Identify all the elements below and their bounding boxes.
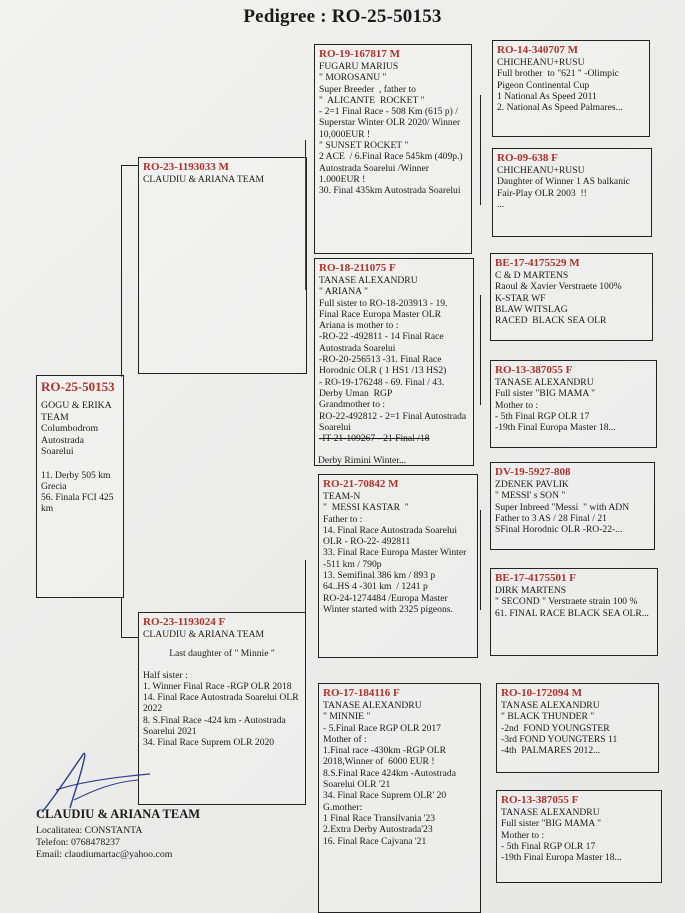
sire-dam-card[interactable] — [314, 258, 474, 466]
ds-line: TEAM-N — [323, 491, 361, 502]
dd-line: " MINNIE " — [323, 711, 371, 723]
main-pigeon-card[interactable] — [36, 375, 124, 598]
ss-line: " ALICANTE ROCKET " — [319, 94, 425, 106]
dsd-card[interactable] — [490, 568, 658, 656]
sire-card[interactable] — [138, 157, 307, 374]
ddd-line: - 5th Final RGP OLR 17 — [501, 840, 596, 852]
sdd-line: Mother to : — [495, 399, 539, 411]
dam-ring-number: RO-23-1193024 F — [143, 616, 226, 628]
dds-line: -3rd FOND YOUNGTERS 11 — [501, 733, 618, 745]
sds-card[interactable] — [490, 253, 653, 341]
ds-line: 14. Final Race Autostrada Soarelui OLR - RO-22- 492811 — [323, 524, 460, 548]
sd-line: TANASE ALEXANDRU — [319, 275, 418, 286]
dd-line: 16. Final Race Cajvana '21 — [323, 835, 427, 847]
dss-line: ZDENEK PAVLIK — [495, 479, 569, 490]
ddd-card[interactable] — [496, 790, 662, 883]
dd-line: 1.Final race -430km -RGP OLR 2018,Winner of 6000 EUR ! — [323, 745, 449, 768]
dds-ring-number: RO-10-172094 M — [501, 687, 582, 699]
ss-line: 30. Final 435km Autostrada Soarelui — [319, 185, 461, 197]
sd-overflow-line: Derby Rimini Winter... — [318, 455, 407, 466]
ds-line: RO-24-1274484 /Europa Master Winter started with 2325 pigeons. — [323, 592, 453, 615]
sds-line: BLAW WITSLAG — [495, 303, 568, 315]
sss-line: 1 National As Speed 2011 — [497, 90, 597, 102]
dd-line: G.mother: — [323, 801, 363, 813]
dam-sire-card[interactable] — [318, 474, 478, 658]
ss-line: 2 ACE / 6.Final Race 545km (409p.) Autostrada Soarelui /Winner 1.000EUR ! — [319, 151, 465, 185]
footer-email[interactable]: Email: claudiumartac@yahoo.com — [36, 849, 173, 860]
dd-line: TANASE ALEXANDRU — [323, 700, 422, 711]
ssd-line: Daughter of Winner 1 AS balkanic Fair-Play OLR 2003 !! — [497, 176, 633, 199]
sdd-line: Full sister "BIG MAMA " — [495, 388, 596, 400]
sd-line: Grandmother to : — [319, 399, 386, 411]
main-breeder: GOGU & ERIKA TEAM — [41, 400, 112, 423]
ssd-ring-number: RO-09-638 F — [497, 152, 558, 164]
sss-card[interactable] — [492, 40, 650, 137]
ds-ring-number: RO-21-70842 M — [323, 478, 399, 490]
sds-line: Raoul & Xavier Verstraete 100% — [495, 281, 622, 293]
dam-line: 8. S.Final Race -424 km - Autostrada Soarelui 2021 — [143, 714, 289, 738]
sire-ring-number: RO-23-1193033 M — [143, 161, 229, 173]
ss-ring-number: RO-19-167817 M — [319, 48, 400, 60]
ds-line: 33. Final Race Europa Master Winter -511 km / 790p — [323, 547, 469, 570]
dds-card[interactable] — [496, 683, 659, 773]
footer-phone: Telefon: 0768478237 — [36, 837, 120, 848]
ssd-line: ... — [497, 198, 505, 210]
ddd-ring-number: RO-13-387055 F — [501, 794, 579, 806]
dd-line: 8.S.Final Race 424km -Autostrada Soarelui OLR '21 — [323, 767, 459, 791]
sss-line: Full brother to "621 " -Olimpic Pigeon Continental Cup — [497, 68, 622, 91]
footer-team: CLAUDIU & ARIANA TEAM — [36, 807, 201, 821]
main-ring-number: RO-25-50153 — [41, 379, 115, 394]
sss-ring-number: RO-14-340707 M — [497, 44, 578, 56]
sdd-line: - 5th Final RGP OLR 17 — [495, 410, 590, 422]
connector-dam-branch — [121, 637, 139, 638]
sd-line: " ARIANA " — [319, 286, 368, 298]
dsd-line: " SECOND " Verstraete strain 100 % — [495, 596, 638, 608]
sds-line: K-STAR WF — [495, 292, 546, 304]
sd-line: RO-22-492812 - 2=1 Final Autostrada Soarelui — [319, 410, 469, 433]
ddd-line: Mother to : — [501, 829, 545, 841]
dss-line: " MESSI' s SON " — [495, 490, 566, 502]
dam-breeder: CLAUDIU & ARIANA TEAM — [143, 629, 265, 640]
ds-line: 13. Semifinal 386 km / 893 p — [323, 570, 436, 582]
dd-line: 2.Extra Derby Autostrada'23 — [323, 824, 433, 836]
dds-line: TANASE ALEXANDRU — [501, 700, 600, 711]
ssd-card[interactable] — [492, 148, 652, 237]
dd-line: Mother of : — [323, 733, 367, 745]
signature-mark — [34, 738, 154, 818]
connector-main-vertical — [121, 165, 122, 377]
main-loft: Columbodrom Autostrada Soarelui — [41, 423, 99, 457]
connector-gp1-vertical — [480, 95, 481, 205]
dss-line: Super Inbreed "Messi " with ADN — [495, 501, 630, 513]
dam-line: 1. Winner Final Race -RGP OLR 2018 — [143, 680, 292, 692]
sdd-ring-number: RO-13-387055 F — [495, 364, 573, 376]
ss-line: " MOROSANU " — [319, 72, 387, 84]
sdd-card[interactable] — [490, 360, 657, 448]
dds-line: -4th PALMARES 2012... — [501, 745, 601, 757]
sd-line: Full sister to RO-18-203913 - 19. Final Race Europa Master OLR — [319, 297, 450, 320]
sds-ring-number: BE-17-4175529 M — [495, 257, 580, 269]
ss-line: Super Breeder , father to — [319, 83, 416, 95]
connector-gp3-vertical — [480, 510, 481, 610]
dam-dam-card[interactable] — [318, 683, 481, 913]
contact-footer — [36, 808, 200, 861]
dsd-line: 61. FINAL RACE BLACK SEA OLR... — [495, 607, 649, 619]
dam-line: Half sister : — [143, 669, 188, 681]
sss-line: CHICHEANU+RUSU — [497, 57, 585, 68]
dd-line: - 5.Final Race RGP OLR 2017 — [323, 722, 441, 734]
ddd-line: Full sister "BIG MAMA " — [501, 818, 602, 830]
ds-line: " MESSI KASTAR " — [323, 502, 409, 514]
sire-sire-card[interactable] — [314, 44, 472, 254]
sdd-line: TANASE ALEXANDRU — [495, 377, 594, 388]
main-result-2: 56. Finala FCI 425 km — [41, 492, 116, 515]
dam-card[interactable] — [138, 612, 306, 805]
dam-line: 34. Final Race Suprem OLR 2020 — [143, 737, 275, 749]
page-title: Pedigree : RO-25-50153 — [243, 6, 442, 27]
dd-line: 1 Final Race Transilvania '23 — [323, 812, 436, 824]
sss-line: 2. National As Speed Palmares... — [497, 102, 623, 114]
dds-line: -2nd FOND YOUNGSTER — [501, 722, 610, 734]
ss-line: FUGARU MARIUS — [319, 61, 399, 72]
dss-ring-number: DV-19-5927-808 — [495, 466, 571, 478]
dd-ring-number: RO-17-184116 F — [323, 687, 400, 699]
connector-main-vertical-bottom — [121, 597, 122, 637]
ddd-line: TANASE ALEXANDRU — [501, 807, 600, 818]
ds-line: 64..HS 4 -301 km / 1241 p — [323, 581, 428, 593]
sd-ring-number: RO-18-211075 F — [319, 262, 396, 274]
sd-strike-line: -IT-21-109267 - 21 Final /18 — [319, 433, 430, 445]
ssd-line: CHICHEANU+RUSU — [497, 165, 585, 176]
connector-sire-branch — [121, 165, 139, 166]
dds-line: " BLACK THUNDER " — [501, 711, 595, 723]
dsd-line: DIRK MARTENS — [495, 585, 567, 596]
dss-card[interactable] — [490, 462, 655, 550]
ddd-line: -19th Final Europa Master 18... — [501, 852, 622, 864]
main-result-1: 11. Derby 505 km Grecia — [41, 469, 116, 492]
connector-gp2-vertical — [480, 295, 481, 405]
sd-line: - RO-19-176248 - 69. Final / 43. Derby Uman RGP — [319, 376, 447, 399]
ss-line: - 2=1 Final Race - 508 Km (615 p) / Superstar Winter OLR 2020/ Winner 10,000EUR ! — [319, 106, 463, 140]
footer-locality: Localitatea: CONSTANTA — [36, 825, 143, 836]
dsd-ring-number: BE-17-4175501 F — [495, 572, 576, 584]
dss-line: Father to 3 AS / 28 Final / 21 — [495, 512, 607, 524]
dss-line: SFinal Horodnic OLR -RO-22-... — [495, 524, 623, 536]
sdd-line: -19th Final Europa Master 18... — [495, 422, 616, 434]
sd-line: -RO-22 -492811 - 14 Final Race Autostrada Soarelui — [319, 331, 446, 354]
ds-line: Father to : — [323, 513, 363, 525]
dam-line: 14. Final Race Autostrada Soarelui OLR 2022 — [143, 692, 302, 715]
sds-line: C & D MARTENS — [495, 270, 569, 281]
ss-line: " SUNSET ROCKET " — [319, 140, 409, 152]
dam-note: Last daughter of " Minnie " — [169, 648, 275, 660]
dd-line: 34. Final Race Suprem OLR' 20 — [323, 790, 447, 802]
sd-line: Ariana is mother to : — [319, 320, 399, 332]
sire-breeder: CLAUDIU & ARIANA TEAM — [143, 174, 265, 185]
sd-line: -RO-20-256513 -31. Final Race Horodnic OLR ( 1 HS1 /13 HS2) — [319, 354, 447, 377]
sds-line: RACED BLACK SEA OLR — [495, 315, 607, 327]
